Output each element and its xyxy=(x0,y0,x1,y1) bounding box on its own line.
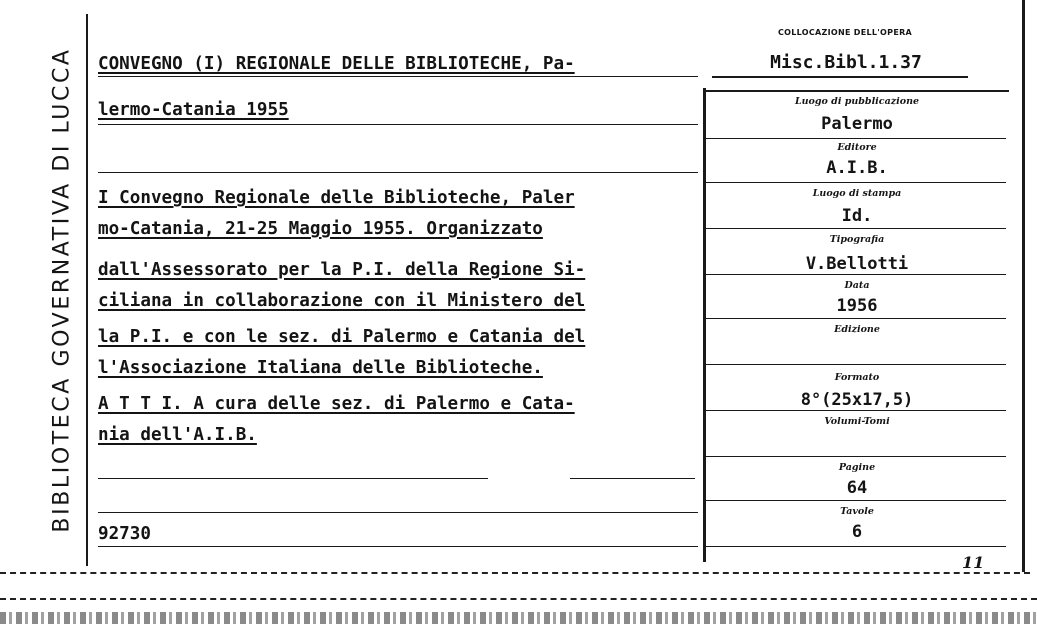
collocazione-value: Misc.Bibl.1.37 xyxy=(770,52,922,73)
field-rule-9 xyxy=(706,500,1006,501)
field-value-pagine: 64 xyxy=(846,478,868,498)
scan-edge-line xyxy=(0,598,1037,600)
field-value-data: 1956 xyxy=(836,296,878,316)
blank-rule-4 xyxy=(98,512,698,513)
field-label-edizione: Edizione xyxy=(834,324,880,335)
description-line-1: I Convegno Regionale delle Biblioteche, Paler xyxy=(98,188,575,208)
heading-rule-2 xyxy=(98,124,698,125)
heading-rule-1 xyxy=(98,76,698,77)
blank-rule xyxy=(98,172,698,173)
heading-line-1: CONVEGNO (I) REGIONALE DELLE BIBLIOTECHE, Pa- xyxy=(98,54,575,74)
field-label-volumi-tomi: Volumi-Tomi xyxy=(824,416,890,427)
field-label-luogo-stampa: Luogo di stampa xyxy=(812,188,902,199)
field-rule-4 xyxy=(706,274,1006,275)
field-label-tavole: Tavole xyxy=(840,506,874,517)
field-value-formato: 8°(25x17,5) xyxy=(800,390,914,410)
heading-line-2: lermo-Catania 1955 xyxy=(98,100,289,120)
right-border xyxy=(1022,0,1025,572)
right-top-line xyxy=(705,90,1009,92)
field-label-editore: Editore xyxy=(837,142,877,153)
field-rule-7 xyxy=(706,410,1006,411)
left-border xyxy=(86,14,88,566)
inventory-number: 92730 xyxy=(98,524,151,544)
description-line-3: dall'Assessorato per la P.I. della Regione Si- xyxy=(98,260,586,280)
description-line-6: l'Associazione Italiana delle Biblioteche. xyxy=(98,358,543,378)
field-value-tipografia: V.Bellotti xyxy=(805,254,909,274)
description-line-5: la P.I. e con le sez. di Palermo e Catania del xyxy=(98,327,586,347)
field-rule-8 xyxy=(706,456,1006,457)
description-line-4: ciliana in collaborazione con il Ministero del xyxy=(98,291,586,311)
scan-smudge xyxy=(0,612,1037,624)
field-label-tipografia: Tipografia xyxy=(829,234,885,245)
inventory-rule xyxy=(98,546,698,547)
card-bottom-edge xyxy=(0,572,1030,574)
corner-mark: 11 xyxy=(962,553,985,572)
collocazione-line xyxy=(712,76,968,78)
field-value-luogo-stampa: Id. xyxy=(841,206,873,226)
field-rule-3 xyxy=(706,228,1006,229)
description-line-2: mo-Catania, 21-25 Maggio 1955. Organizzato xyxy=(98,219,543,239)
field-value-luogo-pubblicazione: Palermo xyxy=(821,114,893,134)
collocazione-label: COLLOCAZIONE DELL'OPERA xyxy=(777,28,913,37)
field-label-luogo-pubblicazione: Luogo di pubblicazione xyxy=(794,96,920,107)
field-rule-5 xyxy=(706,318,1006,319)
institution-label: BIBLIOTECA GOVERNATIVA DI LUCCA xyxy=(49,47,75,533)
blank-rule-3 xyxy=(570,478,695,479)
field-value-editore: A.I.B. xyxy=(826,158,888,178)
field-rule-10 xyxy=(706,546,1006,547)
field-rule-1 xyxy=(706,138,1006,139)
field-label-pagine: Pagine xyxy=(838,462,876,473)
field-rule-6 xyxy=(706,364,1006,365)
field-rule-2 xyxy=(706,182,1006,183)
description-line-7: A T T I. A cura delle sez. di Palermo e Cata- xyxy=(98,394,575,414)
description-line-8: nia dell'A.I.B. xyxy=(98,425,257,445)
blank-rule-2 xyxy=(98,478,488,479)
field-label-data: Data xyxy=(844,280,870,291)
field-value-tavole: 6 xyxy=(851,522,863,542)
field-label-formato: Formato xyxy=(834,372,880,383)
